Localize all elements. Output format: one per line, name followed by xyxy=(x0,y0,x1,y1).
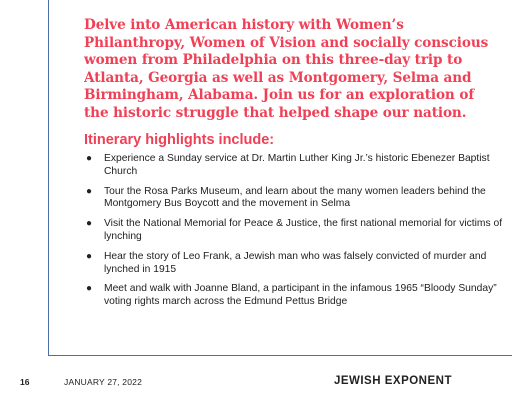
publication-name: JEWISH EXPONENT xyxy=(333,375,452,387)
list-item xyxy=(84,283,504,309)
page-footer xyxy=(20,376,452,390)
bullet-icon: ● xyxy=(86,250,93,262)
list-item-text: Visit the National Memorial for Peace & Justice, the first national memorial for victims of lynching xyxy=(104,218,503,242)
bullet-icon: ● xyxy=(86,283,93,295)
list-item xyxy=(84,186,504,212)
list-item xyxy=(84,153,504,179)
bullet-icon: ● xyxy=(86,153,93,164)
bullet-icon: ● xyxy=(86,185,93,197)
list-item-text: Hear the story of Leo Frank, a Jewish man who was falsely convicted of murder and lynched in 1915 xyxy=(104,250,487,275)
itinerary-heading: Itinerary highlights include: xyxy=(84,132,275,148)
itinerary-list xyxy=(84,153,504,316)
list-item-text: Meet and walk with Joanne Bland, a participant in the infamous 1965 “Bloody Sunday” voting rights march across the Edmund Pettus Bridge xyxy=(104,283,497,308)
list-item-text: Experience a Sunday service at Dr. Martin Luther King Jr.’s historic Ebenezer Baptist Church xyxy=(104,153,490,177)
list-item xyxy=(84,218,504,244)
bullet-icon: ● xyxy=(86,218,93,230)
page-number: 16 xyxy=(20,377,30,387)
list-item-text: Tour the Rosa Parks Museum, and learn about the many women leaders behind the Montgomery Bus Boycott and the movement in Selma xyxy=(104,185,486,210)
article-intro: Delve into American history with Women’s Philanthropy, Women of Vision and socially conscious women from Philadelphia on this three-day trip to Atlanta, Georgia as well as Montgomery, Selma and Birmingham, Alabama. Join us for an exploration of the historic struggle that helped shape our nation. xyxy=(84,17,489,121)
issue-date: JANUARY 27, 2022 xyxy=(64,377,143,387)
list-item xyxy=(84,251,504,277)
